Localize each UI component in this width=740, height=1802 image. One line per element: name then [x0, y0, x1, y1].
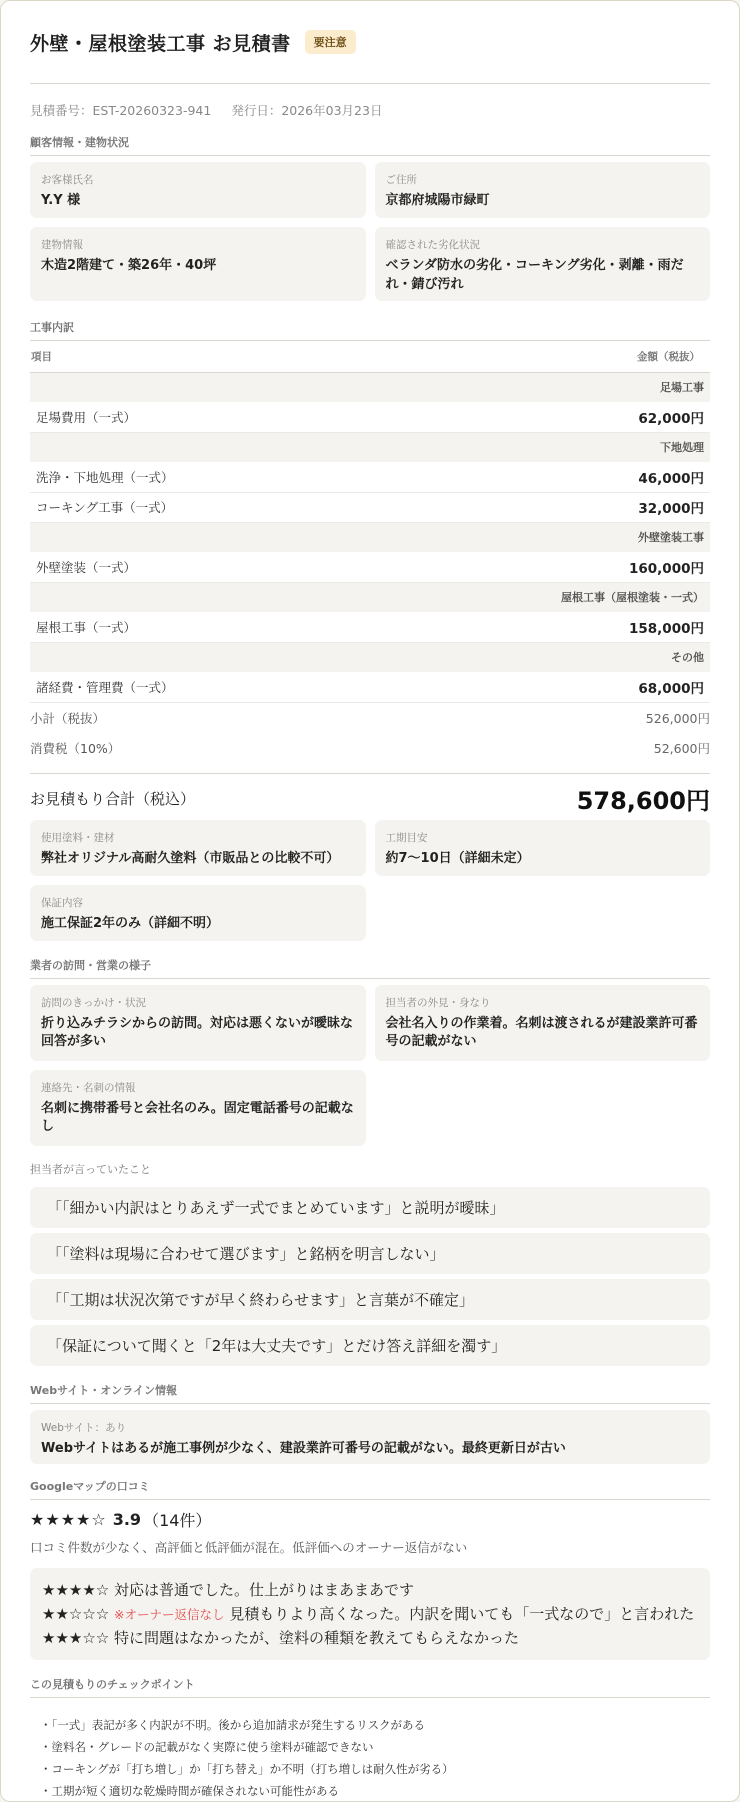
star-rating-icon: ★★☆☆☆	[42, 1604, 110, 1623]
quote-item: 「「塗料は現場に合わせて選びます」と銘柄を明言しない」	[30, 1233, 710, 1274]
review-text: 特に問題はなかったが、塗料の種類を教えてもらえなかった	[114, 1628, 520, 1647]
category-row	[30, 432, 710, 462]
list-item: ・コーキングが「打ち増し」か「打ち替え」か不明（打ち増しは耐久性が劣る）	[40, 1761, 454, 1776]
customer-section-title: 顧客情報・建物状況	[30, 134, 710, 156]
field-label: 保証内容	[41, 896, 83, 909]
breakdown-section-title: 工事内訳	[30, 319, 710, 341]
building-info-card	[30, 227, 366, 301]
review-item	[42, 1578, 698, 1602]
quote-item: 「「工期は状況次第ですが早く終わらせます」と言葉が不確定」	[30, 1279, 710, 1320]
item-amount: 158,000円	[460, 612, 710, 642]
quote-item: 「「細かい内訳はとりあえず一式でまとめています」と説明が曖昧」	[30, 1187, 710, 1228]
field-label: 連絡先・名刺の情報	[41, 1081, 136, 1094]
estimate-number: 見積番号：EST-20260323-941	[30, 103, 212, 118]
breakdown-table	[30, 341, 710, 703]
no-owner-reply-note: ※オーナー返信なし	[114, 1606, 225, 1622]
category-row	[30, 522, 710, 552]
item-name: 屋根工事（一式）	[30, 612, 460, 642]
review-item	[42, 1602, 698, 1626]
customer-address-card	[375, 162, 711, 218]
field-label: 担当者の外見・身なり	[385, 996, 491, 1009]
table-row	[30, 492, 710, 522]
subtotal-label: 小計（税抜）	[30, 710, 106, 726]
field-value: 名刺に携帯番号と会社名のみ。固定電話番号の記載なし	[41, 1100, 354, 1135]
star-rating-icon: ★★★★☆	[30, 1510, 107, 1529]
table-row	[30, 672, 710, 702]
review-item	[42, 1626, 698, 1650]
field-value: Y.Y 様	[41, 193, 81, 208]
tax-value: 52,600円	[653, 740, 710, 756]
issue-date: 発行日：2026年03月23日	[231, 103, 383, 118]
rating-value: 3.9	[112, 1510, 142, 1529]
checkpoint-list	[30, 1698, 710, 1802]
field-label: Webサイト：あり	[41, 1421, 127, 1434]
table-row	[30, 402, 710, 432]
field-label: ご住所	[385, 174, 417, 186]
column-header-amount: 金額（税抜）	[460, 341, 710, 372]
star-rating-icon: ★★★★☆	[42, 1580, 110, 1599]
customer-name-card	[30, 162, 366, 218]
google-rating	[30, 1502, 710, 1538]
field-value: 会社名入りの作業着。名刺は渡されるが建設業許可番号の記載がない	[385, 1015, 698, 1050]
visit-grid	[30, 985, 710, 1146]
total-value: 578,600円	[576, 787, 710, 815]
visit-trigger-card	[30, 985, 366, 1061]
list-item: ・塗料名・グレードの記載がなく実際に使う塗料が確認できない	[40, 1739, 374, 1754]
category-label: 足場工事	[30, 372, 710, 402]
tax-row	[30, 733, 710, 763]
field-value: 約7〜10日（詳細未定）	[385, 850, 530, 866]
item-amount: 160,000円	[460, 552, 710, 582]
list-item: ・「一式」表記が多く内訳が不明。後から追加請求が発生するリスクがある	[40, 1717, 426, 1732]
warning-badge: 要注意	[305, 30, 356, 54]
item-amount: 62,000円	[460, 402, 710, 432]
field-label: お客様氏名	[41, 174, 94, 186]
website-card	[30, 1410, 710, 1464]
category-label: その他	[30, 642, 710, 672]
subtotal-value: 526,000円	[645, 710, 710, 726]
review-text: 見積もりより高くなった。内訳を聞いても「一式なので」と言われた	[229, 1604, 695, 1623]
table-row	[30, 612, 710, 642]
category-row	[30, 372, 710, 402]
divider	[30, 773, 710, 774]
field-label: 建物情報	[41, 239, 83, 251]
category-label: 屋根工事（屋根塗装・一式）	[30, 582, 710, 612]
warranty-card	[30, 885, 366, 941]
title-row	[30, 1, 710, 83]
review-summary: 口コミ件数が少なく、高評価と低評価が混在。低評価へのオーナー返信がない	[30, 1539, 468, 1555]
category-label: 外壁塗装工事	[30, 522, 710, 552]
column-header-item: 項目	[30, 341, 460, 372]
category-row	[30, 582, 710, 612]
field-label: 工期目安	[385, 831, 428, 844]
quote-item: 「保証について聞くと「2年は大丈夫です」とだけ答え詳細を濁す」	[30, 1325, 710, 1366]
reviews-box	[30, 1568, 710, 1660]
page-title: 外壁・屋根塗装工事 お見積書	[30, 32, 291, 55]
checkpoints-section-title: この見積もりのチェックポイント	[30, 1676, 710, 1698]
table-row	[30, 552, 710, 582]
table-row	[30, 462, 710, 492]
website-section-title: Webサイト・オンライン情報	[30, 1382, 710, 1404]
field-value: 京都府城陽市緑町	[385, 193, 490, 208]
field-value: 弊社オリジナル高耐久塗料（市販品との比較不可）	[41, 850, 340, 866]
materials-grid	[30, 820, 710, 941]
review-text: 対応は普通でした。仕上がりはまあまあです	[114, 1580, 415, 1599]
appearance-card	[375, 985, 711, 1061]
materials-card	[30, 820, 366, 876]
tax-label: 消費税（10%）	[30, 740, 121, 756]
item-name: 諸経費・管理費（一式）	[30, 672, 460, 702]
item-name: 足場費用（一式）	[30, 402, 460, 432]
item-amount: 46,000円	[460, 462, 710, 492]
list-item: ・工期が短く適切な乾燥時間が確保されない可能性がある	[40, 1783, 339, 1798]
category-row	[30, 642, 710, 672]
item-name: コーキング工事（一式）	[30, 492, 460, 522]
visit-section-title: 業者の訪問・営業の様子	[30, 957, 710, 979]
field-value: Webサイトはあるが施工事例が少なく、建設業許可番号の記載がない。最終更新日が古い	[41, 1440, 566, 1456]
review-count: （14件）	[143, 1511, 212, 1530]
table-header-row	[30, 341, 710, 372]
star-rating-icon: ★★★☆☆	[42, 1628, 110, 1647]
field-label: 訪問のきっかけ・状況	[41, 996, 146, 1009]
item-amount: 32,000円	[460, 492, 710, 522]
field-value: 折り込みチラシからの訪問。対応は悪くないが曖昧な回答が多い	[41, 1015, 354, 1050]
schedule-card	[375, 820, 711, 876]
item-name: 洗浄・下地処理（一式）	[30, 462, 460, 492]
customer-info-grid	[30, 162, 710, 301]
field-label: 確認された劣化状況	[385, 239, 480, 251]
quotes-section-title: 担当者が言っていたこと	[30, 1162, 151, 1176]
contact-card	[30, 1070, 366, 1146]
field-value: ベランダ防水の劣化・コーキング劣化・剥離・雨だれ・錆び汚れ	[385, 258, 684, 292]
item-name: 外壁塗装（一式）	[30, 552, 460, 582]
field-value: 木造2階建て・築26年・40坪	[41, 258, 217, 273]
deterioration-card	[375, 227, 711, 301]
subtotal-row	[30, 703, 710, 733]
google-section-title: Googleマップの口コミ	[30, 1478, 710, 1500]
item-amount: 68,000円	[460, 672, 710, 702]
category-label: 下地処理	[30, 432, 710, 462]
estimate-meta	[30, 84, 710, 134]
field-label: 使用塗料・建材	[41, 831, 115, 844]
total-label: お見積もり合計（税込）	[30, 790, 196, 808]
field-value: 施工保証2年のみ（詳細不明）	[41, 915, 220, 931]
total-row	[30, 778, 710, 820]
